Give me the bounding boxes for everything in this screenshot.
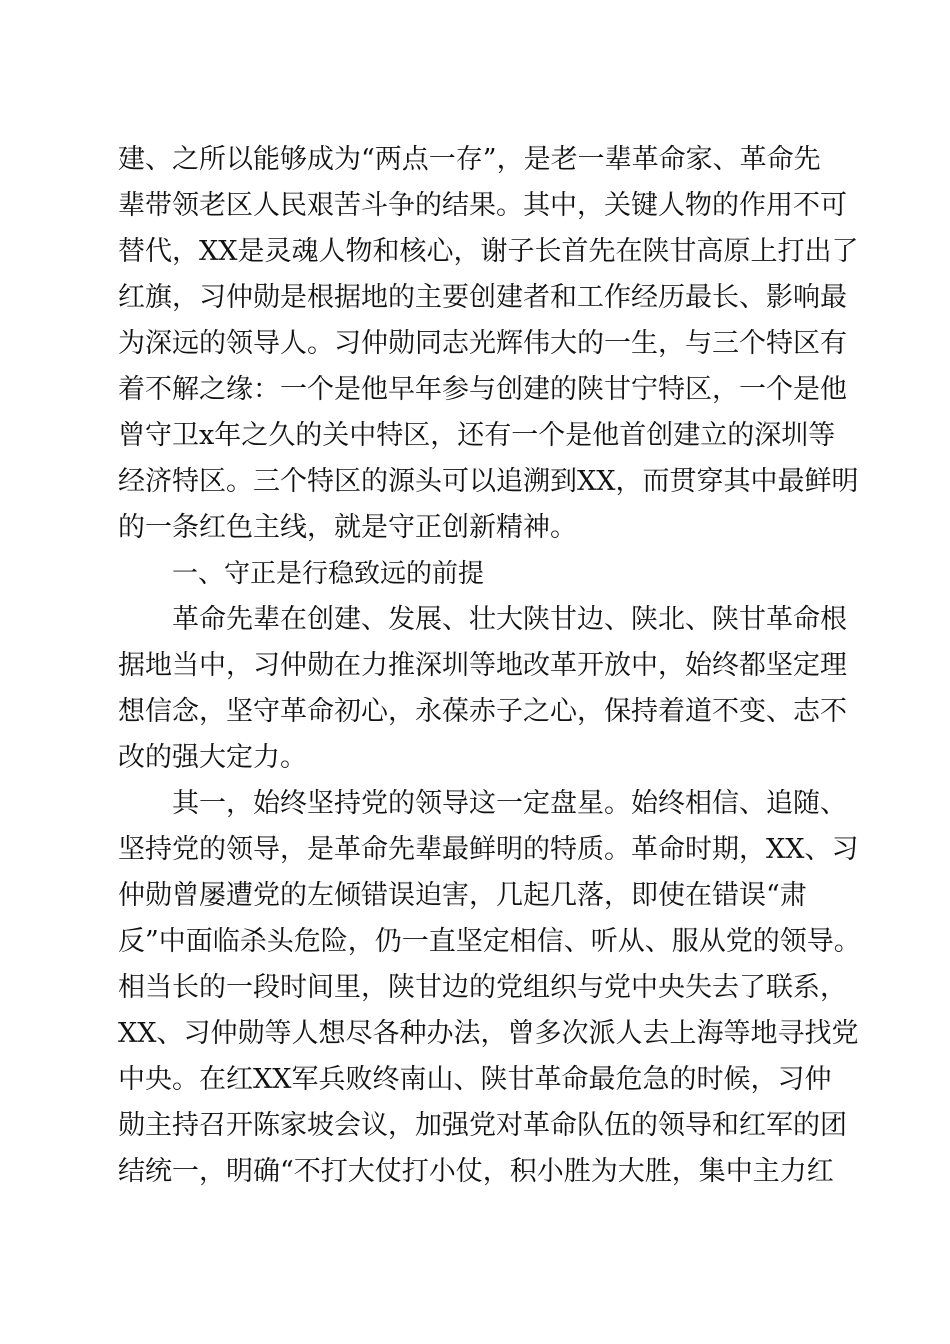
body-text-line: 反”中面临杀头危险，仍一直坚定相信、听从、服从党的领导。 [118, 926, 861, 957]
body-text-line: 改的强大定力。 [118, 742, 307, 773]
body-text-line: 结统一，明确“不打大仗打小仗，积小胜为大胜，集中主力红 [118, 1156, 834, 1187]
body-text-line: 着不解之缘：一个是他早年参与创建的陕甘宁特区，一个是他 [118, 374, 847, 405]
body-text-line: 替代，XX是灵魂人物和核心，谢子长首先在陕甘高原上打出了 [118, 236, 859, 267]
body-text-line: 据地当中，习仲勋在力推深圳等地改革开放中，始终都坚定理 [118, 650, 847, 681]
body-text-line: 仲勋曾屡遭党的左倾错误迫害，几起几落，即使在错误“肃 [118, 880, 807, 911]
body-text-line: 曾守卫x年之久的关中特区，还有一个是他首创建立的深圳等 [118, 420, 836, 451]
body-text-line: 坚持党的领导，是革命先辈最鲜明的特质。革命时期，XX、习 [118, 834, 859, 865]
body-text-line: 辈带领老区人民艰苦斗争的结果。其中，关键人物的作用不可 [118, 190, 847, 221]
paragraph-first-line: 革命先辈在创建、发展、壮大陕甘边、陕北、陕甘革命根 [172, 604, 847, 635]
body-text-line: 想信念，坚守革命初心，永葆赤子之心，保持着道不变、志不 [118, 696, 847, 727]
section-heading: 一、守正是行稳致远的前提 [172, 559, 485, 589]
body-text-line: XX、习仲勋等人想尽各种办法，曾多次派人去上海等地寻找党 [118, 1018, 859, 1049]
body-text-line: 红旗，习仲勋是根据地的主要创建者和工作经历最长、影响最 [118, 282, 847, 313]
body-text-line: 为深远的领导人。习仲勋同志光辉伟大的一生，与三个特区有 [118, 328, 847, 359]
body-text-line: 中央。在红XX军兵败终南山、陕甘革命最危急的时候，习仲 [118, 1064, 832, 1095]
paragraph-first-line: 其一，始终坚持党的领导这一定盘星。始终相信、追随、 [172, 788, 847, 819]
body-text-line: 建、之所以能够成为“两点一存”，是老一辈革命家、革命先 [118, 144, 821, 175]
body-text-line: 的一条红色主线，就是守正创新精神。 [118, 512, 577, 543]
body-text-line: 勋主持召开陈家坡会议，加强党对革命队伍的领导和红军的团 [118, 1110, 847, 1141]
body-text-line: 相当长的一段时间里，陕甘边的党组织与党中央失去了联系， [118, 972, 847, 1003]
body-text-line: 经济特区。三个特区的源头可以追溯到XX，而贯穿其中最鲜明 [118, 466, 859, 497]
